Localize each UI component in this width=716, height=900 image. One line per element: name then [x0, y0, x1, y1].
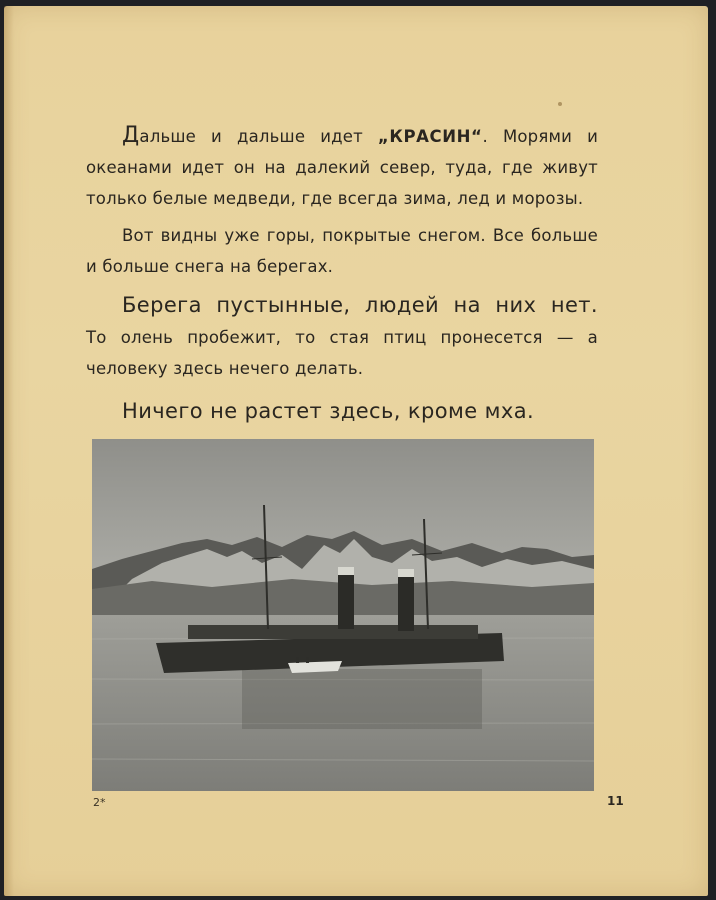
text-block — [86, 120, 598, 428]
book-page — [4, 6, 708, 896]
large-line-2: Ничего не растет здесь, кроме мха. — [122, 399, 535, 423]
icebreaker-photo — [92, 439, 594, 791]
paragraph-1-text-start: альше и дальше идет — [139, 127, 378, 146]
paragraph-1-lead-letter: Д — [122, 123, 140, 148]
paragraph-3: То олень пробежит, то стая птиц пронесется — а человеку здесь нечего делать. — [86, 328, 598, 378]
page-number: 11 — [607, 794, 624, 808]
paragraph-2: Вот видны уже горы, покрытые снегом. Все больше и больше снега на берегах. — [86, 226, 598, 276]
ship-name: „КРАСИН“ — [377, 127, 483, 146]
signature-mark: 2* — [93, 796, 106, 809]
paragraph-1 — [86, 120, 598, 214]
paper-speck — [558, 102, 562, 106]
icebreaker-photo-illustration — [92, 439, 594, 791]
paragraph-1-text-end: . Морями и океанами идет он на далекий север, туда, где живут только белые медведи, где всегда зима, лед и морозы. — [86, 127, 598, 208]
large-line-1: Берега пустынные, людей на них нет. — [122, 293, 598, 317]
